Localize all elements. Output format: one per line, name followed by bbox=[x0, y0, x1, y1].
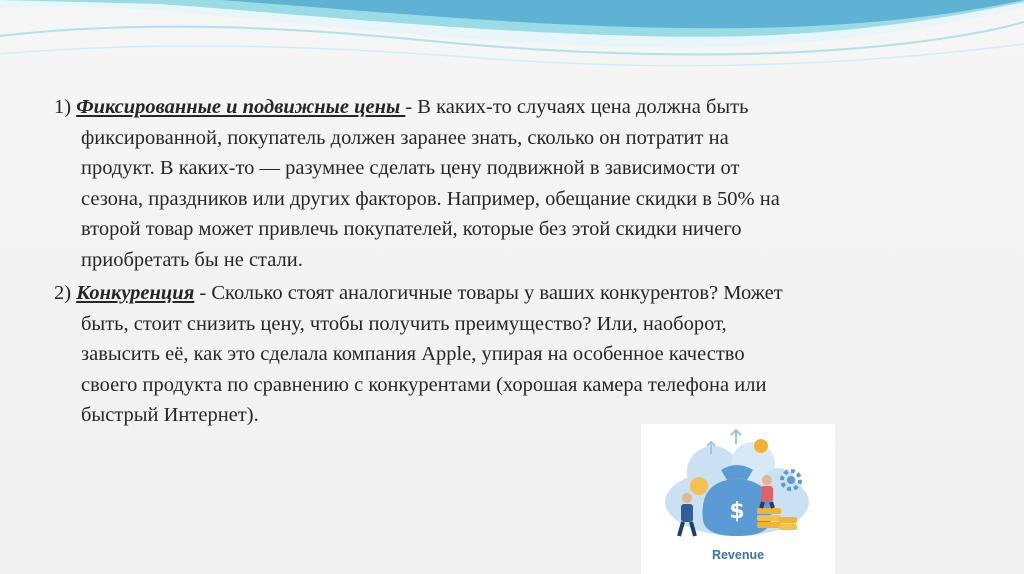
list-item-1 bbox=[54, 92, 984, 275]
list-item-2-first-line bbox=[54, 278, 984, 309]
list-item-1-term: Фиксированные и подвижные цены bbox=[76, 96, 406, 118]
list-item-2-line-3: завысить её, как это сделала компания Apple, упирая на особенное качество bbox=[81, 343, 745, 365]
list-item-1-line-5: второй товар может привлечь покупателей, которые без этой скидки ничего bbox=[81, 218, 742, 240]
slide-body bbox=[54, 92, 984, 434]
list-item-2 bbox=[54, 278, 984, 431]
list-item-1-number: 1) bbox=[54, 96, 72, 118]
revenue-money-bag-icon bbox=[641, 424, 835, 548]
illustration-caption: Revenue bbox=[711, 548, 765, 562]
list-item-1-line-6: приобретать бы не стали. bbox=[81, 248, 303, 271]
list-item-1-line-3: продукт. В каких-то — разумнее сделать цену подвижной в зависимости от bbox=[81, 157, 740, 179]
list-item-2-line-5: быстрый Интернет). bbox=[81, 404, 259, 426]
list-item-2-line-4: своего продукта по сравнению с конкурентами (хорошая камера телефона или bbox=[81, 373, 767, 396]
list-item-1-line-2: фиксированной, покупатель должен заранее знать, сколько он потратит на bbox=[81, 126, 729, 149]
list-item-1-line-4: сезона, праздников или других факторов. Например, обещание скидки в 50% на bbox=[81, 187, 780, 210]
list-item-1-text: - В каких-то случаях цена должна быть bbox=[405, 96, 749, 118]
list-item-1-first-line bbox=[54, 92, 984, 123]
list-item-2-text: - Сколько стоят аналогичные товары у ваших конкурентов? Может bbox=[194, 282, 783, 304]
list-item-2-line-2: быть, стоит снизить цену, чтобы получить преимущество? Или, наоборот, bbox=[81, 312, 727, 335]
header-wave-decoration bbox=[0, 0, 1024, 80]
list-item-2-term: Конкуренция bbox=[76, 282, 195, 304]
svg-text:$: $ bbox=[729, 499, 745, 524]
list-item-2-number: 2) bbox=[54, 282, 72, 304]
revenue-illustration bbox=[641, 424, 835, 574]
